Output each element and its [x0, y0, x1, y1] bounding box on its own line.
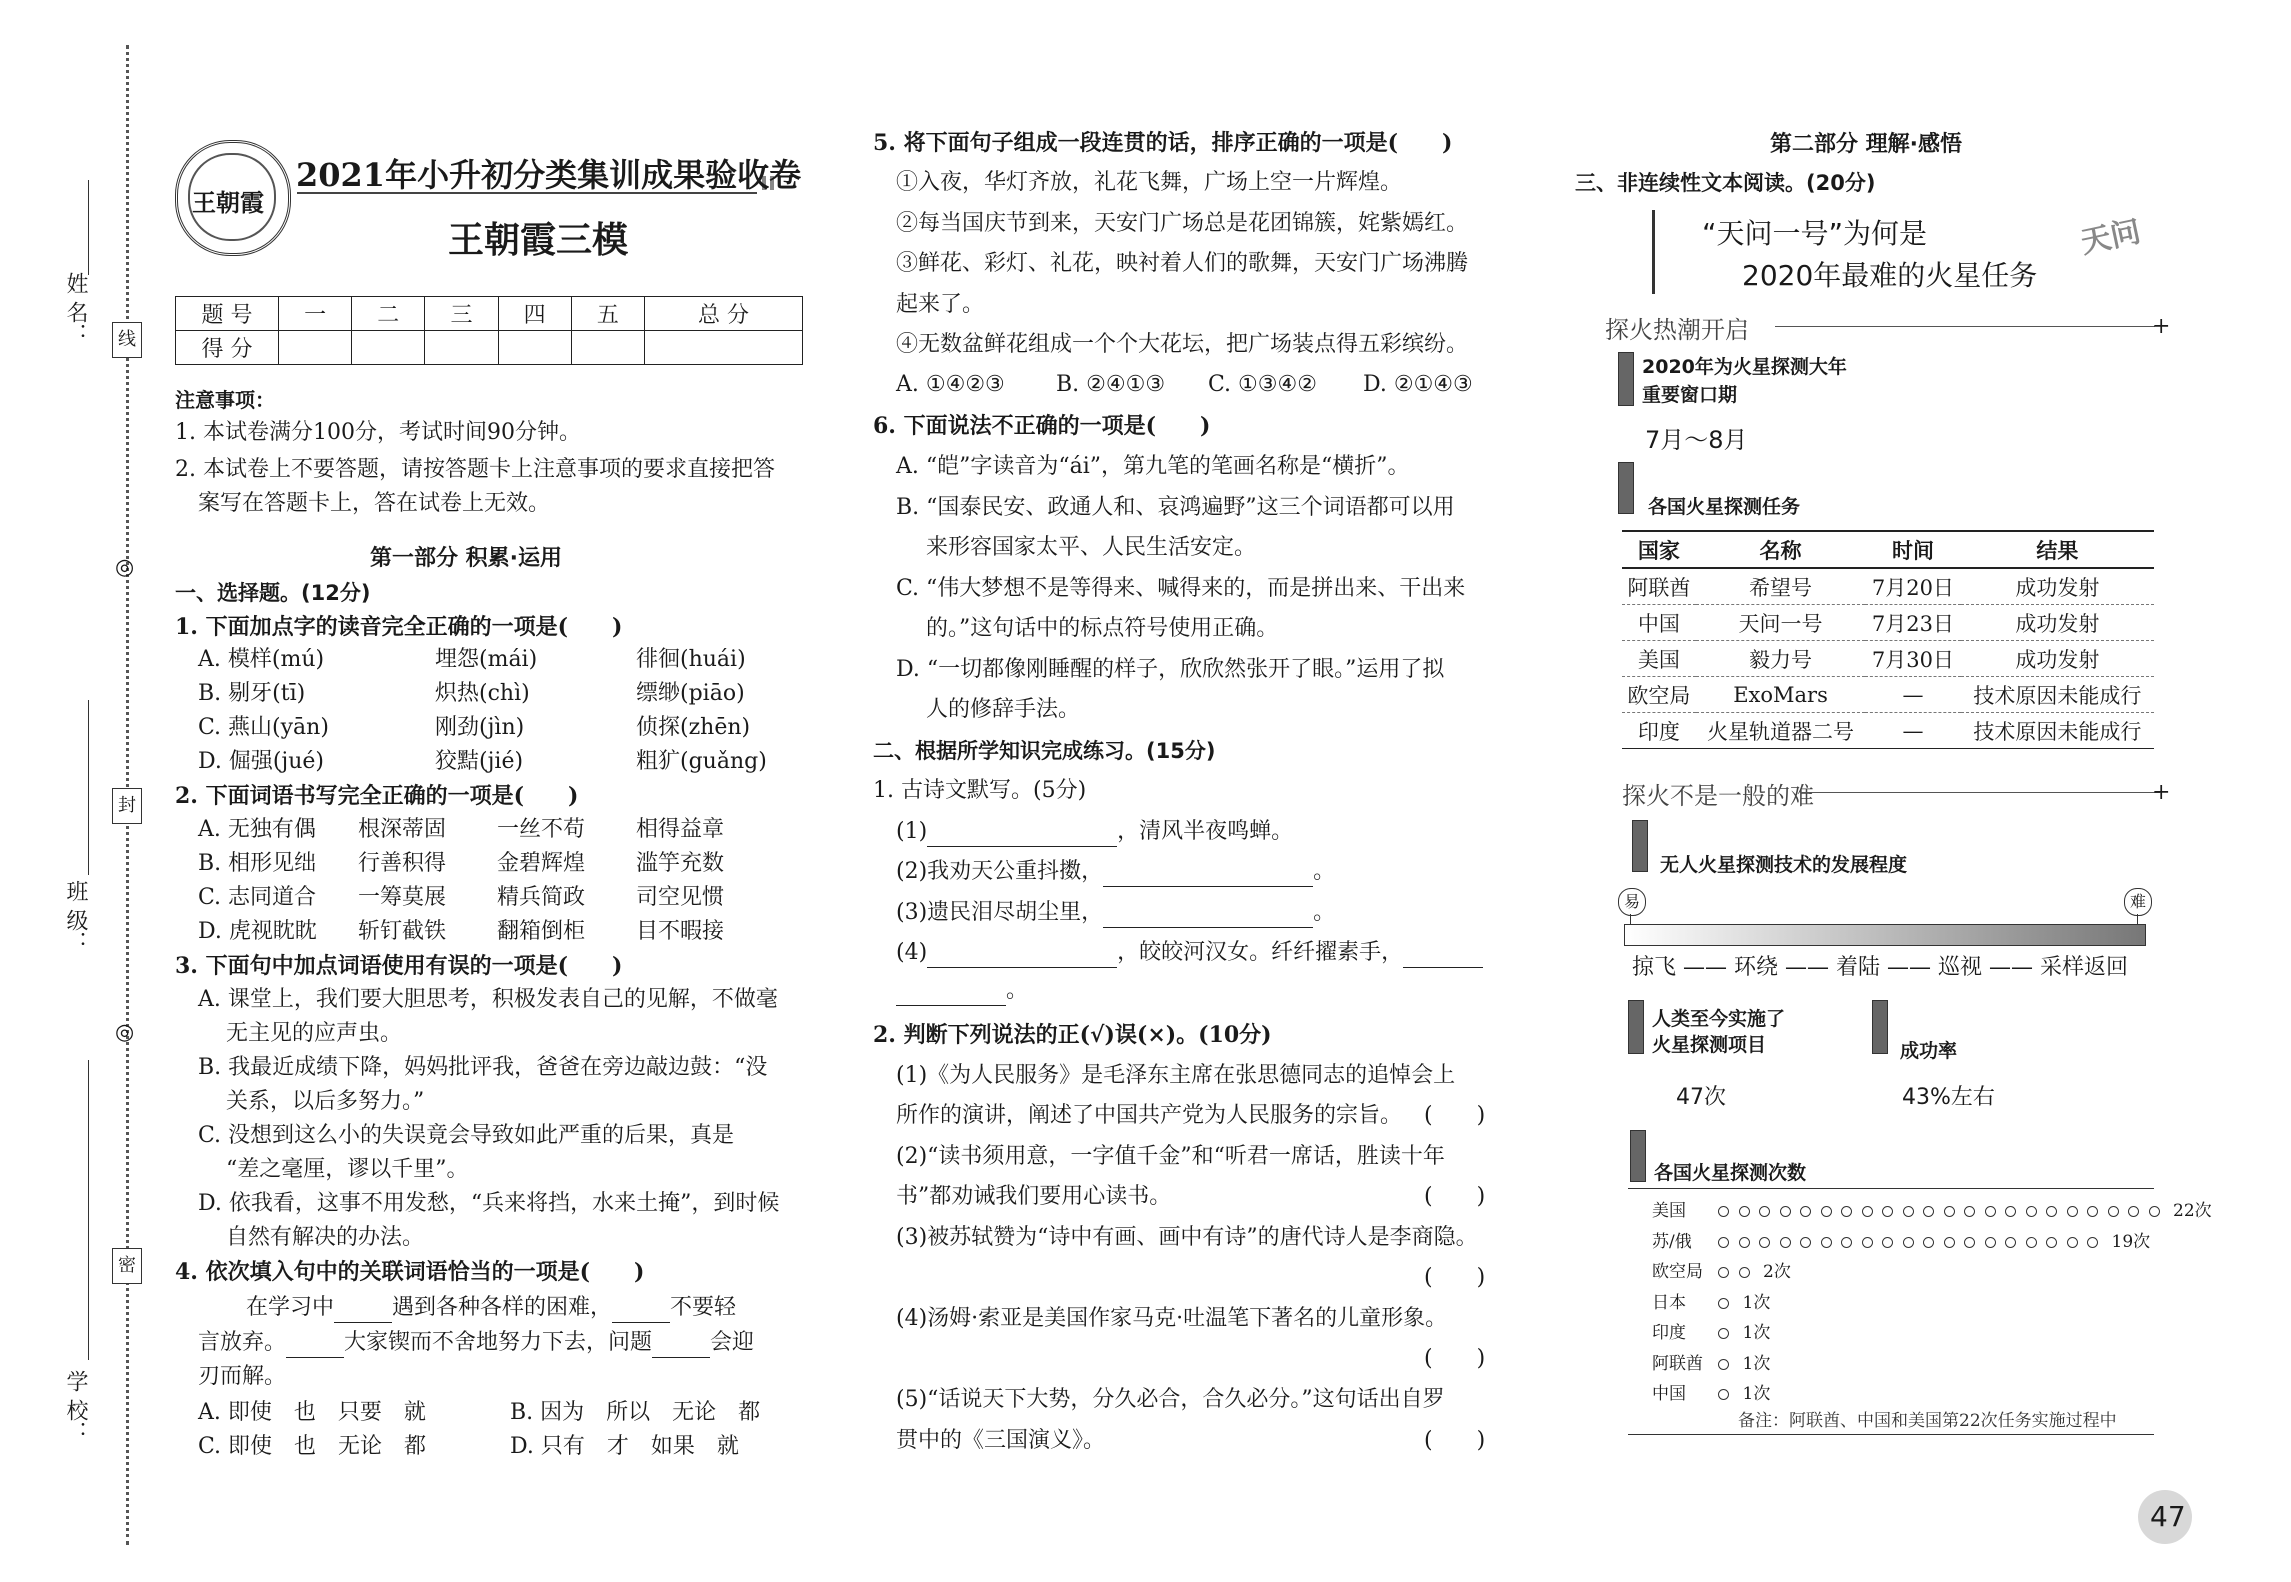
q1-option-word: 缥缈(piāo) — [636, 681, 745, 706]
score-header-cell: 题 号 — [176, 297, 279, 331]
q5-sentence: ④无数盆鲜花组成一个个大花坛，把广场装点得五彩缤纷。 — [896, 332, 1469, 357]
counts-top-rule — [1628, 1188, 2154, 1189]
mission-table — [1622, 530, 2154, 749]
poem-text: ，皎皎河汉女。纤纤擢素手， — [1117, 940, 1404, 965]
count-row — [1652, 1257, 1791, 1282]
count-dot — [2005, 1206, 2016, 1217]
block-marker — [1618, 352, 1634, 406]
score-header-cell: 总 分 — [644, 297, 802, 331]
judge-item-cont: 所作的演讲，阐述了中国共产党为人民服务的宗旨。 — [896, 1103, 1403, 1128]
count-value: 22次 — [2173, 1201, 2212, 1221]
school-label: 学 校： — [63, 1370, 88, 1443]
q2-word: 一丝不苟 — [497, 817, 586, 842]
mission-cell: 7月20日 — [1865, 568, 1961, 605]
q1-option-word: 徘徊(huái) — [636, 647, 746, 672]
q6-option[interactable]: D. “一切都像刚睡醒的样子，欣欣然张开了眼。”运用了拟 — [896, 657, 1445, 682]
q2-word: 行善积得 — [358, 851, 447, 876]
q5-sentence-cont: 起来了。 — [896, 292, 985, 317]
mission-cell: 天问一号 — [1696, 605, 1865, 641]
count-dot — [1739, 1237, 1750, 1248]
mission-cell: 成功发射 — [1961, 605, 2154, 641]
judge-stem: 2. 判断下列说法的正(√)误(×)。(10分) — [873, 1022, 1272, 1048]
poem-text: 。 — [1313, 900, 1336, 925]
q6-option-cont: 的。”这句话中的标点符号使用正确。 — [926, 616, 1279, 641]
q2-option[interactable]: D. 虎视眈眈 — [198, 919, 317, 944]
page-number: 47 — [2150, 1500, 2186, 1533]
mission-cell: 欧空局 — [1622, 677, 1696, 713]
notes-heading: 注意事项： — [175, 388, 275, 412]
count-dot — [1882, 1237, 1893, 1248]
q1-option-word: 粗犷(guǎng) — [636, 749, 767, 774]
q4-passage-line — [246, 1293, 736, 1323]
q1-option-word: 埋怨(mái) — [435, 647, 538, 672]
part2-title: 第二部分 理解·感悟 — [1770, 132, 1963, 157]
hard-marker: 难 — [2124, 888, 2152, 916]
impl-title-1: 人类至今实施了 — [1652, 1008, 1786, 1030]
counts-note: 备注：阿联酋、中国和美国第22次任务实施过程中 — [1738, 1411, 2117, 1431]
mission-cell: 7月30日 — [1865, 641, 1961, 677]
count-row — [1652, 1227, 2150, 1252]
count-value: 2次 — [1763, 1262, 1791, 1282]
q4-blank[interactable] — [334, 1300, 392, 1323]
q3-option[interactable]: A. 课堂上，我们要大胆思考，积极发表自己的见解，不做毫 — [198, 987, 778, 1012]
mission-cell: 成功发射 — [1961, 568, 2154, 605]
q6-option[interactable]: A. “皑”字读音为“ái”，第九笔的笔画名称是“横折”。 — [896, 454, 1410, 479]
count-row — [1652, 1288, 1770, 1313]
score-row-label: 得 分 — [176, 331, 279, 365]
count-dot — [1800, 1206, 1811, 1217]
q2-word: 一筹莫展 — [358, 885, 447, 910]
q1-option[interactable]: A. 模样(mú) — [198, 647, 325, 672]
q2-word: 目不暇接 — [636, 919, 725, 944]
q4-blank[interactable] — [286, 1335, 344, 1358]
q2-stem: 2. 下面词语书写完全正确的一项是( ) — [175, 783, 579, 809]
q2-word: 司空见惯 — [636, 885, 725, 910]
poem-text: (1) — [896, 819, 928, 844]
exam-title: 2021年小升初分类集训成果验收卷 — [296, 156, 802, 194]
rate-title: 成功率 — [1900, 1040, 1958, 1062]
mission-cell: 印度 — [1637, 719, 1680, 744]
brand-logo — [175, 140, 291, 256]
impl-value: 47次 — [1676, 1085, 1726, 1110]
count-row — [1652, 1379, 1770, 1404]
q3-option-cont: 关系，以后多努力。” — [226, 1089, 425, 1114]
q4-option[interactable]: C. 即使 也 无论 都 — [198, 1434, 427, 1459]
rate-value: 43%左右 — [1902, 1085, 1995, 1110]
judge-item: (3)被苏轼赞为“诗中有画、画中有诗”的唐代诗人是李商隐。 — [896, 1225, 1478, 1250]
poem-line-1 — [896, 817, 1293, 847]
q1-stem: 1. 下面加点字的读音完全正确的一项是( ) — [175, 614, 623, 640]
count-country: 欧空局 — [1652, 1262, 1703, 1282]
binding-mark-seal: 封 — [112, 788, 142, 824]
q5-option[interactable]: D. ②①④③ — [1363, 372, 1473, 397]
section-heading-difficulty: 探火不是一般的难 — [1622, 782, 1814, 810]
score-cell[interactable] — [279, 331, 352, 365]
judge-item-cont: 书”都劝诫我们要用心读书。 — [896, 1184, 1172, 1209]
count-dot — [1923, 1206, 1934, 1217]
part1-title: 第一部分 积累·运用 — [370, 546, 563, 571]
poem-line-2 — [896, 857, 1335, 887]
tech-title: 无人火星探测技术的发展程度 — [1660, 854, 1908, 876]
q4-stem: 4. 依次填入句中的关联词语恰当的一项是( ) — [175, 1259, 645, 1285]
block-marker — [1618, 462, 1634, 514]
mission-header-cell: 结果 — [1961, 531, 2154, 568]
count-dot — [1780, 1206, 1791, 1217]
impl-title-2: 火星探测项目 — [1652, 1034, 1767, 1056]
article-title-line1: “天问一号”为何是 — [1702, 217, 1928, 250]
brand-logo-text: 王朝霞 — [192, 188, 264, 217]
window-title-1: 2020年为火星探测大年 — [1642, 356, 1847, 378]
q2-word: 相得益章 — [636, 817, 725, 842]
q6-option[interactable]: B. “国泰民安、政通人和、哀鸿遍野”这三个词语都可以用 — [896, 495, 1455, 520]
mission-cell: 阿联酋 — [1622, 568, 1696, 605]
poem-blank[interactable] — [1103, 864, 1313, 887]
judge-answer-paren[interactable]: ( ) — [1424, 1265, 1486, 1290]
q6-option-cont: 人的修辞手法。 — [926, 697, 1081, 722]
poem-text: (4) — [896, 940, 928, 965]
count-dot — [1759, 1206, 1770, 1217]
q2-word: 滥竽充数 — [636, 851, 725, 876]
judge-answer-paren[interactable]: ( ) — [1424, 1346, 1486, 1371]
q6-stem: 6. 下面说法不正确的一项是( ) — [873, 413, 1211, 439]
score-table — [175, 296, 803, 365]
count-row — [1652, 1349, 1770, 1374]
count-dot — [1985, 1206, 1996, 1217]
q2-word: 根深蒂固 — [358, 817, 447, 842]
q3-option[interactable]: B. 我最近成绩下降，妈妈批评我，爸爸在旁边敲边鼓：“没 — [198, 1055, 768, 1080]
q1-option[interactable]: D. 倔强(jué) — [198, 749, 325, 774]
mission-row — [1622, 677, 2154, 713]
rule-end-plus: + — [2152, 314, 2171, 339]
easy-marker: 易 — [1618, 888, 1646, 916]
score-cell[interactable] — [644, 331, 802, 365]
section-heading-explore: 探火热潮开启 — [1605, 316, 1749, 344]
count-dot — [1862, 1206, 1873, 1217]
section3-heading: 三、非连续性文本阅读。(20分) — [1575, 171, 1876, 195]
section1-heading: 一、选择题。(12分) — [175, 581, 371, 605]
q4-text: 不要轻 — [670, 1295, 737, 1320]
mission-cell: 毅力号 — [1696, 641, 1865, 677]
q4-blank[interactable] — [612, 1300, 670, 1323]
count-dot — [1821, 1237, 1832, 1248]
count-country: 阿联酋 — [1652, 1353, 1703, 1374]
count-dot — [1944, 1206, 1955, 1217]
count-dot — [1821, 1206, 1832, 1217]
count-dot — [1841, 1206, 1852, 1217]
block-marker — [1872, 1000, 1888, 1054]
binding-mark-line: 线 — [112, 322, 142, 358]
count-dot — [2067, 1237, 2078, 1248]
mission-cell: — — [1902, 718, 1924, 743]
q3-stem: 3. 下面句中加点词语使用有误的一项是( ) — [175, 953, 623, 979]
count-dot — [1841, 1237, 1852, 1248]
count-dot — [1718, 1389, 1729, 1400]
count-country: 印度 — [1652, 1323, 1686, 1343]
count-dot — [2046, 1237, 2057, 1248]
count-dot — [1718, 1328, 1729, 1339]
judge-item-cont: 贯中的《三国演义》。 — [896, 1428, 1106, 1453]
count-dot — [1862, 1237, 1873, 1248]
count-dot — [1964, 1237, 1975, 1248]
mission-cell: 技术原因未能成行 — [1961, 677, 2154, 713]
q2-word: 精兵简政 — [497, 885, 586, 910]
mission-header-cell: 名称 — [1696, 531, 1865, 568]
q4-text: 大家锲而不舍地努力下去，问题 — [344, 1330, 653, 1355]
poem-text: ，清风半夜鸣蝉。 — [1117, 819, 1294, 844]
count-country: 日本 — [1652, 1292, 1686, 1313]
count-value: 1次 — [1742, 1323, 1771, 1343]
count-dot — [2108, 1206, 2119, 1217]
count-dot — [1944, 1237, 1955, 1248]
q1-option[interactable]: B. 剔牙(tī) — [198, 681, 306, 706]
poem-stem: 1. 古诗文默写。(5分) — [873, 778, 1087, 803]
count-dot — [2067, 1206, 2078, 1217]
binding-swirl-icon: ◎ — [115, 1020, 135, 1045]
q4-option[interactable]: D. 只有 才 如果 就 — [510, 1434, 739, 1459]
q2-word: 斩钉截铁 — [358, 919, 447, 944]
count-value: 1次 — [1742, 1353, 1771, 1374]
mission-cell: 成功发射 — [1961, 641, 2154, 677]
article-title-bar — [1652, 210, 1655, 294]
mission-header-cell: 时间 — [1865, 531, 1961, 568]
q5-sentence: ③鲜花、彩灯、礼花，映衬着人们的歌舞，天安门广场沸腾 — [896, 251, 1469, 276]
count-dot — [1903, 1237, 1914, 1248]
q4-blank[interactable] — [652, 1335, 710, 1358]
q4-option[interactable]: B. 因为 所以 无论 都 — [510, 1400, 761, 1425]
q3-option-cont: 无主见的应声虫。 — [226, 1021, 403, 1046]
q4-text: 在学习中 — [246, 1295, 335, 1320]
exam-subtitle: 王朝霞三模 — [448, 219, 629, 261]
name-field[interactable] — [88, 180, 89, 275]
count-dot — [1800, 1237, 1811, 1248]
q2-word: 金碧辉煌 — [497, 851, 586, 876]
judge-answer-paren[interactable]: ( ) — [1424, 1184, 1486, 1209]
poem-line-4 — [896, 938, 1483, 968]
q1-option[interactable]: C. 燕山(yān) — [198, 715, 329, 740]
q3-option-cont: “差之毫厘，谬以千里”。 — [226, 1157, 469, 1182]
window-months: 7月～8月 — [1645, 426, 1748, 454]
count-country: 美国 — [1652, 1201, 1686, 1221]
q1-option-word: 狡黠(jié) — [435, 749, 524, 774]
q2-option[interactable]: A. 无独有偶 — [198, 817, 316, 842]
q2-word: 翻箱倒柜 — [497, 919, 586, 944]
q5-option[interactable]: C. ①③④② — [1208, 372, 1317, 397]
score-cell[interactable] — [571, 331, 644, 365]
count-dot — [1882, 1206, 1893, 1217]
mission-cell: 7月23日 — [1865, 605, 1961, 641]
score-header-cell: 四 — [498, 297, 571, 331]
poem-blank[interactable] — [896, 983, 1006, 1006]
count-row — [1652, 1196, 2212, 1221]
missions-title: 各国火星探测任务 — [1648, 496, 1801, 518]
count-dot — [1739, 1206, 1750, 1217]
score-header-cell: 一 — [279, 297, 352, 331]
poem-text: 。 — [1006, 978, 1029, 1003]
name-label: 姓 名： — [63, 272, 88, 345]
tianwen-stamp: 天问 — [2077, 214, 2144, 261]
q2-option[interactable]: B. 相形见绌 — [198, 851, 317, 876]
count-dot — [1739, 1267, 1750, 1278]
mission-row — [1622, 641, 2154, 677]
judge-answer-paren[interactable]: ( ) — [1424, 1103, 1486, 1128]
class-field[interactable] — [88, 700, 89, 875]
score-cell[interactable] — [498, 331, 571, 365]
class-label: 班 级： — [63, 880, 88, 953]
mission-cell: 中国 — [1622, 605, 1696, 641]
mission-cell: 美国 — [1622, 641, 1696, 677]
score-header-cell: 三 — [425, 297, 498, 331]
count-dot — [2149, 1206, 2160, 1217]
count-dot — [1923, 1237, 1934, 1248]
count-row — [1652, 1318, 1770, 1343]
judge-item: (2)“读书须用意，一字值千金”和“听君一席话，胜读十年 — [896, 1144, 1445, 1169]
count-dot — [2128, 1206, 2139, 1217]
counts-title: 各国火星探测次数 — [1654, 1162, 1807, 1184]
judge-item: (5)“话说天下大势，分久必合，合久必分。”这句话出自罗 — [896, 1387, 1445, 1412]
count-dot — [1718, 1359, 1729, 1370]
count-dot — [1985, 1237, 1996, 1248]
note-item: 1. 本试卷满分100分，考试时间90分钟。 — [175, 420, 581, 445]
count-value: 19次 — [2111, 1231, 2151, 1252]
mission-row — [1622, 713, 2154, 749]
q5-option[interactable]: A. ①④②③ — [896, 372, 1005, 397]
q3-option[interactable]: D. 依我看，这事不用发愁，“兵来将挡，水来土掩”，到时候 — [198, 1191, 780, 1216]
count-dot — [1780, 1237, 1791, 1248]
score-cell[interactable] — [425, 331, 498, 365]
mission-cell: ExoMars — [1696, 677, 1865, 713]
poem-blank[interactable] — [1103, 905, 1313, 928]
rule-end-plus: + — [2152, 780, 2171, 805]
q1-option-word: 侦探(zhēn) — [636, 715, 751, 740]
count-dot — [2026, 1206, 2037, 1217]
q4-text: 言放弃。 — [198, 1330, 287, 1355]
q6-option[interactable]: C. “伟大梦想不是等得来、喊得来的，而是拼出来、干出来 — [896, 576, 1466, 601]
block-marker — [1632, 820, 1648, 872]
q4-text: 遇到各种各样的困难， — [392, 1295, 613, 1320]
count-dot — [2087, 1237, 2098, 1248]
mission-cell: 技术原因未能成行 — [1973, 719, 2142, 744]
block-marker — [1628, 1000, 1644, 1054]
q6-option-cont: 来形容国家太平、人民生活安定。 — [926, 535, 1257, 560]
q4-passage-line — [198, 1328, 754, 1358]
count-dot — [1964, 1206, 1975, 1217]
count-country: 中国 — [1652, 1384, 1686, 1404]
count-dot — [1718, 1237, 1729, 1248]
poem-text: 。 — [1313, 859, 1336, 884]
mission-header-cell: 国家 — [1622, 531, 1696, 568]
q1-option-word: 刚劲(jìn) — [435, 715, 525, 740]
section-rule — [1775, 326, 2155, 327]
poem-text: (3)遗民泪尽胡尘里， — [896, 900, 1104, 925]
article-title-line2: 2020年最难的火星任务 — [1742, 259, 2038, 292]
school-field[interactable] — [88, 1060, 89, 1360]
count-dot — [1718, 1298, 1729, 1309]
mission-cell: 火星轨道器二号 — [1707, 719, 1855, 744]
q3-option-cont: 自然有解决的办法。 — [226, 1225, 425, 1250]
score-header-cell: 二 — [352, 297, 425, 331]
window-title-2: 重要窗口期 — [1642, 384, 1738, 406]
count-value: 1次 — [1742, 1292, 1771, 1313]
poem-line-4-cont — [896, 976, 1028, 1006]
judge-item: (4)汤姆·索亚是美国作家马克·吐温笔下著名的儿童形象。 — [896, 1306, 1448, 1331]
stage-labels: 掠飞 —— 环绕 —— 着陆 —— 巡视 —— 采样返回 — [1632, 955, 2128, 980]
difficulty-gradient-bar — [1624, 924, 2146, 946]
count-dot — [2005, 1237, 2016, 1248]
judge-item: (1)《为人民服务》是毛泽东主席在张思德同志的追悼会上 — [896, 1063, 1456, 1088]
poem-blank[interactable] — [927, 824, 1117, 847]
q5-stem: 5. 将下面句子组成一段连贯的话，排序正确的一项是( ) — [873, 130, 1453, 156]
poem-text: (2)我劝天公重抖擞， — [896, 859, 1104, 884]
count-dot — [2087, 1206, 2098, 1217]
mission-row — [1622, 568, 2154, 605]
binding-mark-secret: 密 — [112, 1248, 142, 1284]
judge-answer-paren[interactable]: ( ) — [1424, 1428, 1486, 1453]
section2-heading: 二、根据所学知识完成练习。(15分) — [873, 739, 1216, 763]
q4-text: 会迎 — [710, 1330, 755, 1355]
count-dot — [2046, 1206, 2057, 1217]
q3-option[interactable]: C. 没想到这么小的失误竟会导致如此严重的后果，真是 — [198, 1123, 735, 1148]
count-dot — [1718, 1267, 1729, 1278]
counts-bottom-rule — [1628, 1434, 2154, 1435]
count-country: 苏/俄 — [1652, 1231, 1692, 1252]
q5-sentence: ②每当国庆节到来，天安门广场总是花团锦簇，姹紫嫣红。 — [896, 211, 1469, 236]
binding-swirl-icon: ◎ — [115, 555, 135, 580]
score-header-cell: 五 — [571, 297, 644, 331]
mission-cell: — — [1865, 677, 1961, 713]
poem-line-3 — [896, 898, 1335, 928]
count-dot — [1718, 1206, 1729, 1217]
block-marker — [1630, 1130, 1646, 1182]
count-dot — [1903, 1206, 1914, 1217]
q5-sentence: ①入夜，华灯齐放，礼花飞舞，广场上空一片辉煌。 — [896, 170, 1403, 195]
score-cell[interactable] — [352, 331, 425, 365]
q4-option[interactable]: A. 即使 也 只要 就 — [198, 1400, 426, 1425]
mission-row — [1622, 605, 2154, 641]
poem-blank[interactable] — [927, 945, 1117, 968]
section-rule — [1800, 792, 2160, 793]
q1-option-word: 炽热(chì) — [435, 681, 530, 706]
count-value: 1次 — [1742, 1384, 1771, 1404]
count-dot — [1759, 1237, 1770, 1248]
note-item: 2. 本试卷上不要答题，请按答题卡上注意事项的要求直接把答 — [175, 457, 775, 482]
q4-text: 刃而解。 — [198, 1364, 287, 1389]
mission-cell: 希望号 — [1696, 568, 1865, 605]
note-item: 案写在答题卡上，答在试卷上无效。 — [198, 491, 551, 516]
q2-option[interactable]: C. 志同道合 — [198, 885, 317, 910]
poem-blank[interactable] — [1403, 945, 1483, 968]
count-dot — [2026, 1237, 2037, 1248]
q5-option[interactable]: B. ②④①③ — [1056, 372, 1166, 397]
